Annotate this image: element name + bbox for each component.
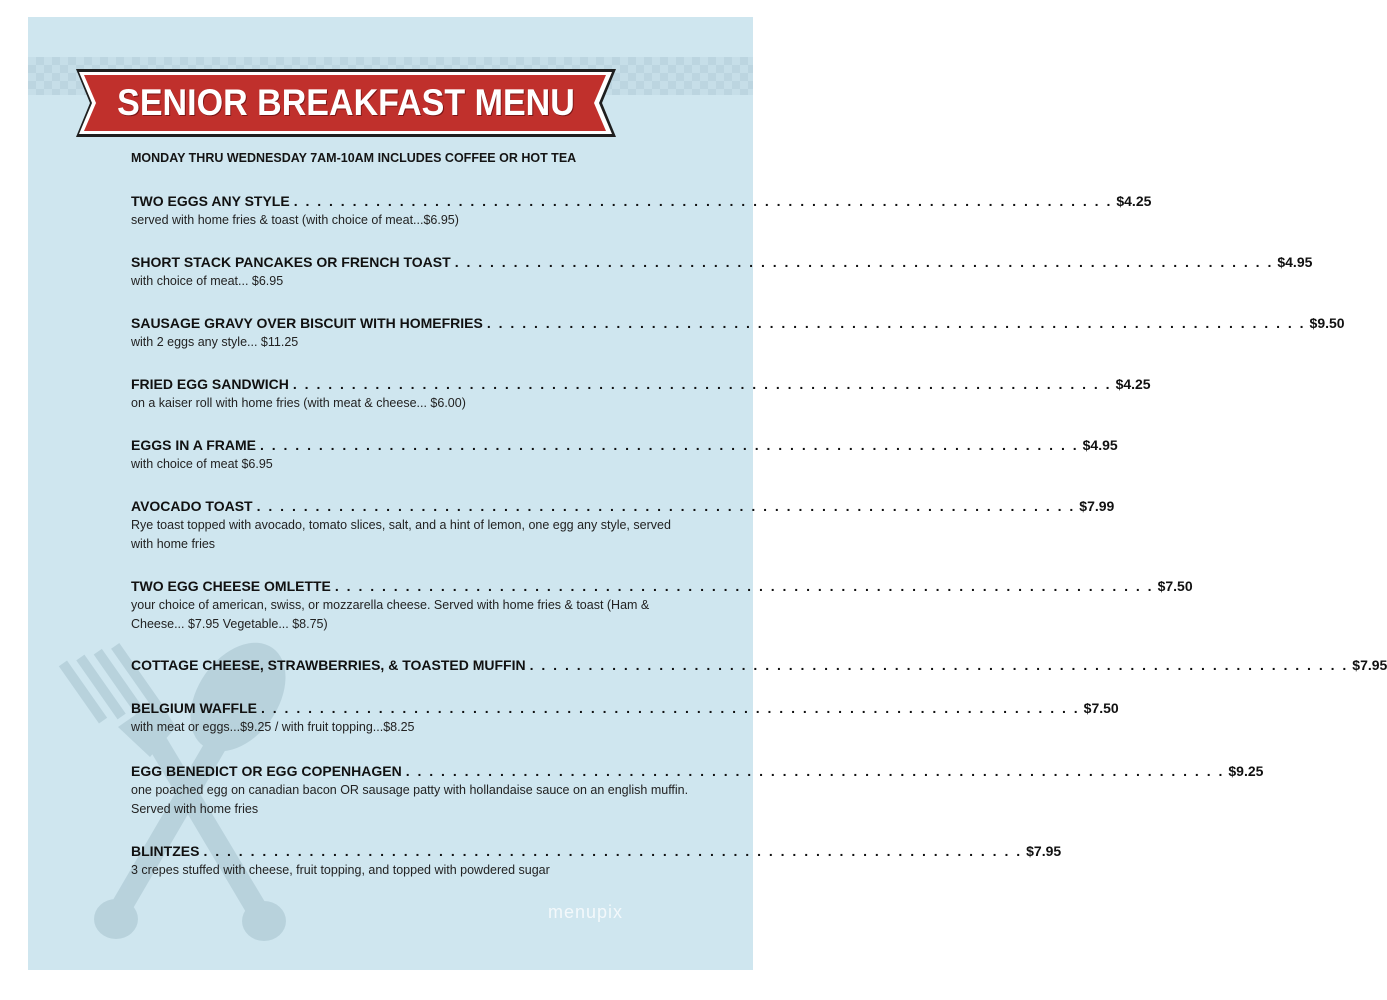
- menu-item: [131, 498, 1115, 554]
- dot-leader: . . . . . . . . . . . . . . . . . . . . . . . . . . . . . . . . . . . . . . . . . . . . . . . . . . . . . . . . . . . . . . . . . . . . . .: [486, 315, 1306, 331]
- item-name: EGGS IN A FRAME: [131, 437, 256, 453]
- menu-title: SENIOR BREAKFAST MENU: [117, 82, 575, 123]
- dot-leader: . . . . . . . . . . . . . . . . . . . . . . . . . . . . . . . . . . . . . . . . . . . . . . . . . . . . . . . . . . . . . . . . . . . . . .: [454, 254, 1274, 270]
- dot-leader: . . . . . . . . . . . . . . . . . . . . . . . . . . . . . . . . . . . . . . . . . . . . . . . . . . . . . . . . . . . . . . . . . . . . . .: [256, 498, 1076, 514]
- dot-leader: . . . . . . . . . . . . . . . . . . . . . . . . . . . . . . . . . . . . . . . . . . . . . . . . . . . . . . . . . . . . . . . . . . . . . .: [293, 193, 1113, 209]
- menu-item: [131, 578, 1193, 634]
- item-description: Rye toast topped with avocado, tomato slices, salt, and a hint of lemon, one egg any style, served with home fries: [131, 518, 671, 551]
- menu-item: [131, 843, 1062, 880]
- item-description: your choice of american, swiss, or mozzarella cheese. Served with home fries & toast (Ham & Cheese... $7.95 Vegetable... $8.75): [131, 598, 650, 631]
- menu-item: [131, 193, 1152, 230]
- item-price: $4.25: [1115, 376, 1151, 392]
- item-price: $7.99: [1079, 498, 1115, 514]
- menu-item: [131, 254, 1313, 291]
- item-name: BELGIUM WAFFLE: [131, 700, 257, 716]
- item-name: EGG BENEDICT OR EGG COPENHAGEN: [131, 763, 402, 779]
- dot-leader: . . . . . . . . . . . . . . . . . . . . . . . . . . . . . . . . . . . . . . . . . . . . . . . . . . . . . . . . . . . . . . . . . . . . . .: [259, 437, 1079, 453]
- item-price: $7.95: [1352, 657, 1387, 673]
- item-price: $4.95: [1082, 437, 1118, 453]
- item-price: $9.50: [1309, 315, 1345, 331]
- dot-leader: . . . . . . . . . . . . . . . . . . . . . . . . . . . . . . . . . . . . . . . . . . . . . . . . . . . . . . . . . . . . . . . . . . . . . .: [405, 763, 1225, 779]
- item-description: 3 crepes stuffed with cheese, fruit topping, and topped with powdered sugar: [131, 863, 550, 877]
- item-description: with choice of meat... $6.95: [131, 274, 284, 288]
- menu-subtitle: MONDAY THRU WEDNESDAY 7AM-10AM INCLUDES COFFEE OR HOT TEA: [131, 151, 577, 165]
- dot-leader: . . . . . . . . . . . . . . . . . . . . . . . . . . . . . . . . . . . . . . . . . . . . . . . . . . . . . . . . . . . . . . . . . . . . . .: [529, 657, 1349, 673]
- menu-item: [131, 315, 1345, 352]
- item-description: with choice of meat $6.95: [131, 457, 273, 471]
- menu-item: [131, 657, 1387, 673]
- watermark: menupix: [548, 902, 624, 922]
- item-price: $9.25: [1228, 763, 1264, 779]
- menu-item: [131, 763, 1264, 819]
- item-description: with meat or eggs...$9.25 / with fruit topping...$8.25: [131, 720, 415, 734]
- item-name: FRIED EGG SANDWICH: [131, 376, 289, 392]
- item-name: COTTAGE CHEESE, STRAWBERRIES, & TOASTED MUFFIN: [131, 657, 526, 673]
- item-description: on a kaiser roll with home fries (with meat & cheese... $6.00): [131, 396, 466, 410]
- item-description: with 2 eggs any style... $11.25: [131, 335, 299, 349]
- item-price: $7.95: [1026, 843, 1062, 859]
- dot-leader: . . . . . . . . . . . . . . . . . . . . . . . . . . . . . . . . . . . . . . . . . . . . . . . . . . . . . . . . . . . . . . . . . . . . . .: [292, 376, 1112, 392]
- menu-sheet: [28, 17, 1387, 970]
- dot-leader: . . . . . . . . . . . . . . . . . . . . . . . . . . . . . . . . . . . . . . . . . . . . . . . . . . . . . . . . . . . . . . . . . . . . . .: [334, 578, 1154, 594]
- menu-item: [131, 376, 1151, 413]
- menu-item: [131, 437, 1118, 474]
- dot-leader: . . . . . . . . . . . . . . . . . . . . . . . . . . . . . . . . . . . . . . . . . . . . . . . . . . . . . . . . . . . . . . . . . . . . . .: [261, 700, 1080, 716]
- item-name: SAUSAGE GRAVY OVER BISCUIT WITH HOMEFRIES: [131, 315, 483, 331]
- item-description: one poached egg on canadian bacon OR sausage patty with hollandaise sauce on an english muffin. Served with home fries: [131, 783, 689, 816]
- item-name: AVOCADO TOAST: [131, 498, 253, 514]
- item-name: TWO EGGS ANY STYLE: [131, 193, 290, 209]
- item-name: BLINTZES: [131, 843, 200, 859]
- item-price: $7.50: [1157, 578, 1193, 594]
- title-banner: [66, 69, 626, 137]
- item-price: $4.95: [1277, 254, 1313, 270]
- item-name: TWO EGG CHEESE OMLETTE: [131, 578, 331, 594]
- item-price: $4.25: [1116, 193, 1152, 209]
- dot-leader: . . . . . . . . . . . . . . . . . . . . . . . . . . . . . . . . . . . . . . . . . . . . . . . . . . . . . . . . . . . . . . . . . . . . . .: [203, 843, 1023, 859]
- item-description: served with home fries & toast (with choice of meat...$6.95): [131, 213, 459, 227]
- item-price: $7.50: [1083, 700, 1119, 716]
- item-name: SHORT STACK PANCAKES OR FRENCH TOAST: [131, 254, 451, 270]
- menu-item: [131, 700, 1119, 737]
